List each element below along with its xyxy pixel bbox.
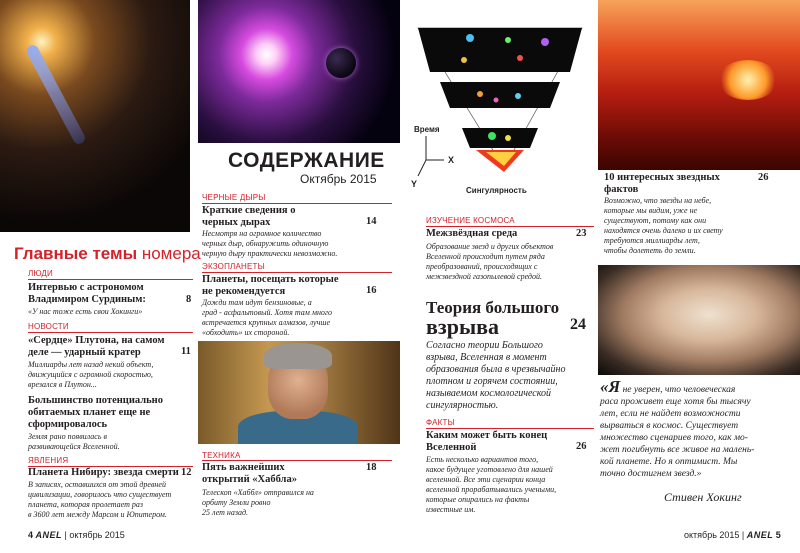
footer-right: октябрь 2015 | ANEL 5 (684, 530, 781, 540)
plane-middle (440, 82, 560, 108)
rubric-divider (28, 332, 193, 333)
article-desc: Дожди там идут бензиновые, а град - асфальтовый. Хотя там много встречается крупных алмазов, лучше «обходить» их стороной. (202, 298, 333, 337)
rubric-divider (202, 272, 392, 273)
article-desc: Земля рано появилась в развивающейся Вселенной. (28, 432, 120, 451)
rubric-divider (202, 460, 392, 461)
page-number: 14 (366, 216, 377, 227)
quote-author: Стивен Хокинг (664, 490, 742, 504)
astronomer-portrait-image (198, 341, 400, 444)
y-axis (418, 160, 426, 176)
rubric-divider (202, 203, 392, 204)
volcanic-planet-image (598, 0, 800, 170)
galaxy-dot (477, 91, 483, 97)
pluto-surface-image (598, 265, 800, 375)
rubric-people: ЛЮДИ (28, 269, 53, 278)
contents-date: Октябрь 2015 (300, 172, 377, 186)
article-title-habitable-planets[interactable]: Большинство потенциально обитаемых планет еще не сформировалось (28, 395, 163, 430)
article-desc: Телескоп «Хаббл» отправился на орбиту Земли ровно 25 лет назад. (202, 488, 314, 517)
rubric-black-holes: ЧЕРНЫЕ ДЫРЫ (202, 193, 266, 202)
hawking-quote: «Я не уверен, что человеческая раса проживет еще хотя бы тысячу лет, если не найдет возможности вырваться в космос. Существует множество сценариев того, как мо- жет погибнуть все живое на малень- кой планете. Но я оптимист. Мы точно достигнем звезд.» (600, 377, 755, 479)
galaxy-dot (494, 98, 499, 103)
article-title-hubble[interactable]: Пять важнейших открытий «Хаббла» (202, 462, 297, 485)
galaxy-dot (505, 135, 511, 141)
page-number: 18 (366, 462, 377, 473)
page-number: 8 (186, 294, 192, 305)
contents-title: СОДЕРЖАНИЕ (228, 149, 385, 172)
bigbang-desc: Согласно теории Большого взрыва, Вселенная в момент образования была в чрезвычайно плотном и горячем состоянии, называемом космологической сингулярностью. (426, 340, 566, 411)
page-number: 16 (366, 285, 377, 296)
rubric-tech: ТЕХНИКА (202, 451, 241, 460)
page-number: 24 (570, 316, 586, 333)
plane-bottom (462, 128, 538, 148)
article-title-black-holes[interactable]: Краткие сведения о черных дырах (202, 205, 296, 228)
article-desc: Несмотря на огромное количество черных дыр, обнаружить одиночную черную дыру практически невозможно. (202, 229, 338, 258)
rubric-facts: ФАКТЫ (426, 418, 455, 427)
article-title-interstellar-medium[interactable]: Межзвёздная среда (426, 228, 518, 239)
time-label: Время (414, 125, 440, 134)
rubric-divider (426, 428, 594, 429)
rubric-phenomena: ЯВЛЕНИЯ (28, 456, 69, 465)
article-desc: Возможно, что звезды на небе, которые мы видим, уже не существуют, потому как они находятся очень далеко и их свету требуются миллиарды лет, чтобы долететь до земли. (604, 196, 723, 255)
bigbang-title-line1[interactable]: Теория большого (426, 298, 560, 317)
galaxy-dot (488, 132, 496, 140)
article-desc: Есть несколько вариантов того, какое будущее уготовлено для нашей вселенной. Все эти сценарии конца вселенной прорабатывались учеными, которые опирались на факты известные им. (426, 455, 557, 514)
page-number: 11 (181, 346, 191, 357)
footer-left: 4 ANEL | октябрь 2015 (28, 530, 125, 540)
article-title-pluto-heart[interactable]: «Сердце» Плутона, на самом деле — ударный кратер (28, 335, 165, 358)
page-number: 12 (181, 467, 192, 478)
singularity-label: Сингулярность (466, 186, 527, 195)
article-desc: Миллиарды лет назад некий объект, движущийся с огромной скоростью, врезался в Плутон... (28, 360, 154, 389)
page-number: 26 (758, 172, 769, 183)
x-label: X (448, 155, 455, 165)
page-number: 26 (576, 441, 587, 452)
rubric-space-study: ИЗУЧЕНИЕ КОСМОСА (426, 216, 515, 225)
galaxy-dot (505, 37, 511, 43)
plane-top (418, 28, 582, 72)
galaxy-jet-image (0, 0, 190, 232)
black-hole-nebula-image (198, 0, 400, 143)
big-bang-diagram (400, 0, 598, 200)
article-title-star-facts[interactable]: 10 интересных звездных фактов (604, 172, 720, 195)
rubric-divider (28, 279, 193, 280)
article-desc: В записях, оставшихся от этой древней цивилизации, говорилось что существует планета, которая пролетает раз в 3600 лет между Марсом и Юпитером. (28, 480, 172, 519)
article-desc: «У нас тоже есть свои Хокинги» (28, 307, 143, 316)
article-desc: Образование звезд и других объектов Вселенной происходит путем ряда преобразований, происходящих с межзвездной газопылевой средой. (426, 242, 554, 281)
rubric-exoplanets: ЭКЗОПЛАНЕТЫ (202, 262, 265, 271)
article-title-exoplanets[interactable]: Планеты, посещать которые не рекомендуется (202, 274, 339, 297)
article-title-nibiru[interactable]: Планета Нибиру: звезда смерти (28, 467, 179, 478)
main-topics-title: Главные темы номера (14, 244, 201, 263)
page-number: 23 (576, 228, 587, 239)
article-title-interview[interactable]: Интервью с астрономом Владимиром Сурдиным: (28, 282, 146, 305)
y-label: Y (411, 179, 418, 189)
galaxy-dot (517, 55, 523, 61)
rubric-divider (426, 226, 594, 227)
galaxy-dot (515, 93, 521, 99)
rubric-news: НОВОСТИ (28, 322, 69, 331)
galaxy-dot (466, 34, 474, 42)
galaxy-dot (461, 57, 467, 63)
article-title-universe-end[interactable]: Каким может быть конец Вселенной (426, 430, 548, 453)
bigbang-title-line2[interactable]: взрыва (426, 314, 500, 339)
galaxy-dot (541, 38, 549, 46)
